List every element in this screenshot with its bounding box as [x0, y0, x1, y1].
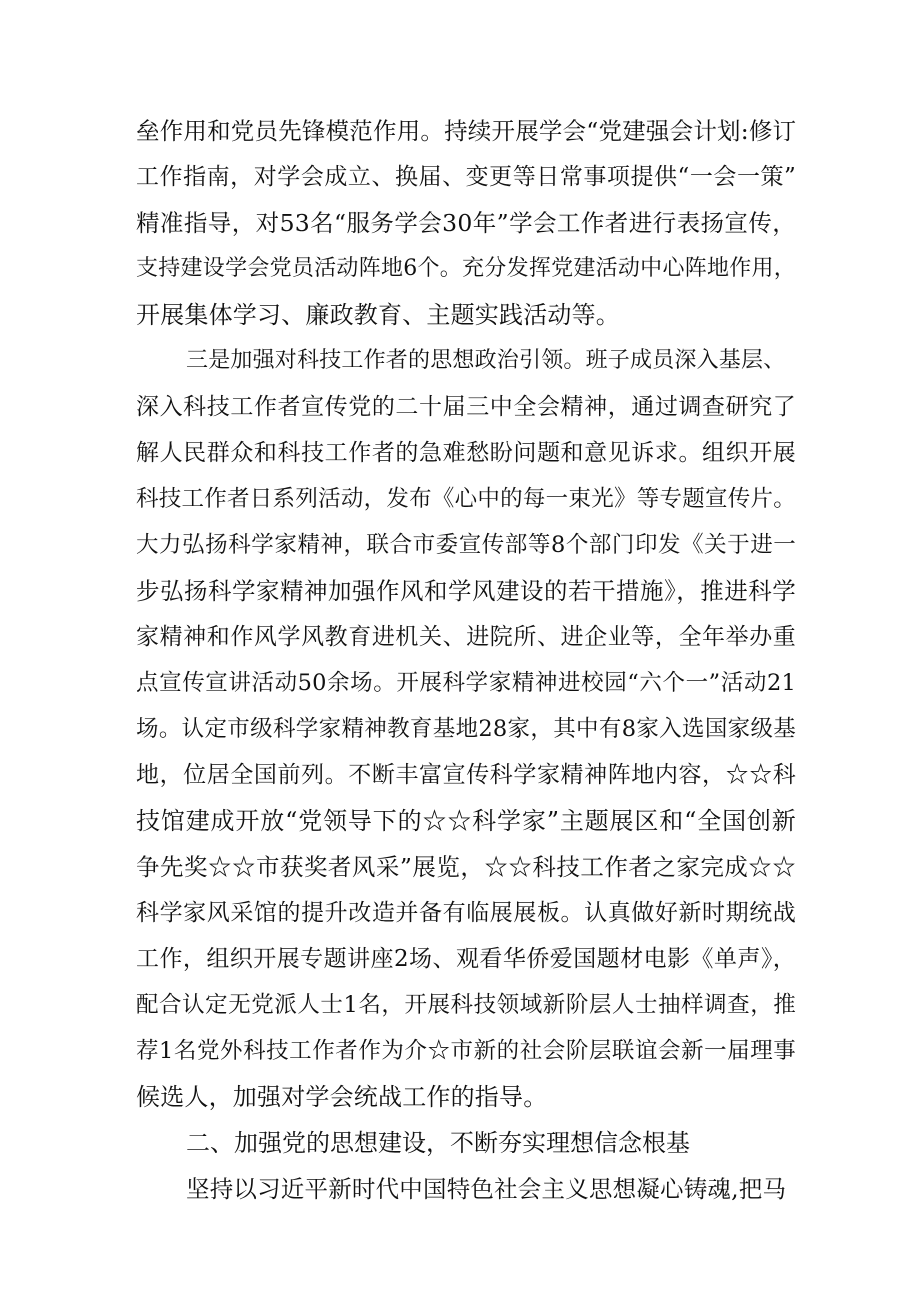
text-line: 技馆建成开放“党领导下的☆☆科学家”主题展区和“全国创新 [136, 807, 796, 835]
text-line: 坚持以习近平新时代中国特色社会主义思想凝心铸魂,把马 [186, 1175, 787, 1203]
text-line: 大力弘扬科学家精神，联合市委宣传部等8个部门印发《关于进一 [136, 532, 796, 558]
text-line: 三是加强对科技工作者的思想政治引领。班子成员深入基层、 [186, 348, 786, 373]
text-line: 深入科技工作者宣传党的二十届三中全会精神，通过调查研究了 [136, 394, 796, 420]
text-line: 解人民群众和科技工作者的急难愁盼问题和意见诉求。组织开展 [136, 440, 796, 466]
text-line: 垒作用和党员先锋模范作用。持续开展学会“党建强会计划:修订 [136, 117, 797, 145]
text-line: 荐1名党外科技工作者作为介☆市新的社会阶层联谊会新一届理事 [136, 1038, 796, 1064]
text-line: 争先奖☆☆市获奖者风采”展览，☆☆科技工作者之家完成☆☆ [136, 853, 796, 881]
text-line: 工作，组织开展专题讲座2场、观看华侨爱国题材电影《单声》， [136, 946, 796, 972]
text-line: 精准指导，对53名“服务学会30年”学会工作者进行表扬宣传， [136, 209, 796, 237]
text-line: 步弘扬科学家精神加强作风和学风建设的若干措施》，推进科学 [136, 577, 796, 605]
text-line: 开展集体学习、廉政教育、主题实践活动等。 [136, 301, 620, 329]
text-line: 配合认定无党派人士1名，开展科技领域新阶层人士抽样调查，推 [136, 992, 796, 1018]
section-heading: 二、加强党的思想建设，不断夯实理想信念根基 [186, 1129, 690, 1157]
text-line: 候选人，加强对学会统战工作的指导。 [136, 1083, 548, 1111]
text-line: 工作指南，对学会成立、换届、变更等日常事项提供“一会一策” [136, 164, 796, 190]
text-line: 点宣传宣讲活动50余场。开展科学家精神进校园“六个一”活动21 [136, 670, 796, 696]
text-line: 科学家风采馆的提升改造并备有临展展板。认真做好新时期统战 [136, 900, 796, 926]
text-line: 支持建设学会党员活动阵地6个。充分发挥党建活动中心阵地作用， [136, 256, 796, 281]
text-line: 家精神和作风学风教育进机关、进院所、进企业等，全年举办重 [136, 624, 796, 650]
text-line: 科技工作者日系列活动，发布《心中的每一束光》等专题宣传片。 [136, 486, 796, 512]
text-line: 地，位居全国前列。不断丰富宣传科学家精神阵地内容，☆☆科 [136, 762, 796, 788]
text-line: 场。认定市级科学家精神教育基地28家，其中有8家入选国家级基 [136, 716, 796, 742]
